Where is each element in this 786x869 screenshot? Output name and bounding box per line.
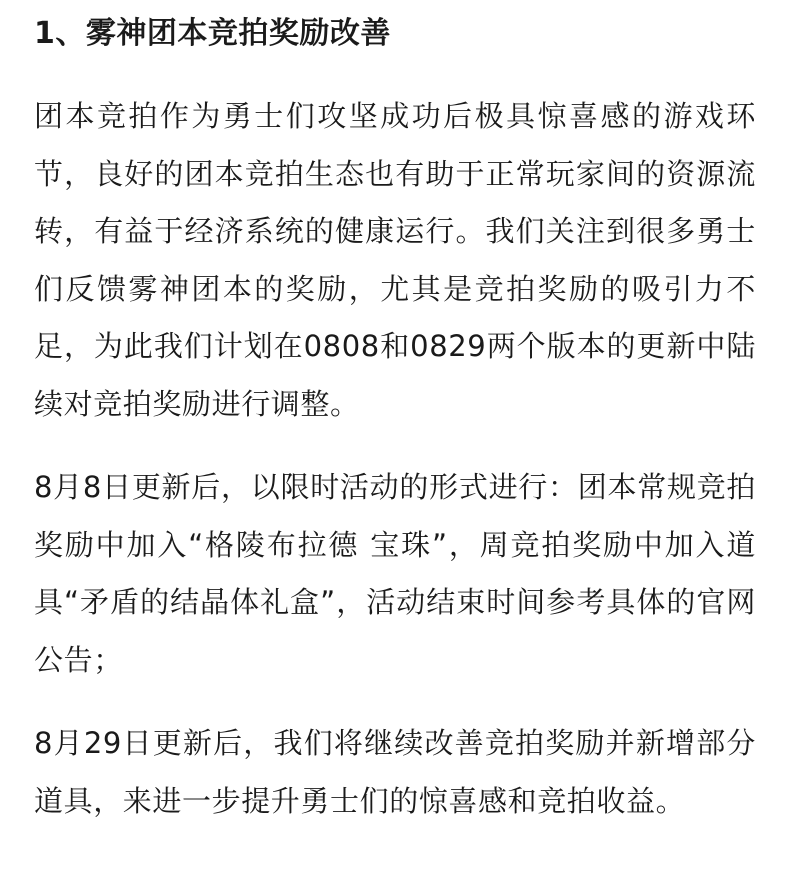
paragraph-aug-8-update: 8月8日更新后，以限时活动的形式进行：团本常规竞拍奖励中加入“格陵布拉德 宝珠”，周竞拍奖励中加入道具“矛盾的结晶体礼盒”，活动结束时间参考具体的官网公告； [34,470,756,677]
article-heading: 1、雾神团本竞拍奖励改善 [34,16,391,51]
paragraph-aug-29-update: 8月29日更新后，我们将继续改善竞拍奖励并新增部分道具，来进一步提升勇士们的惊喜感和竞拍收益。 [34,726,756,818]
paragraph-intro: 团本竞拍作为勇士们攻坚成功后极具惊喜感的游戏环节，良好的团本竞拍生态也有助于正常玩家间的资源流转，有益于经济系统的健康运行。我们关注到很多勇士们反馈雾神团本的奖励，尤其是竞拍奖励的吸引力不足，为此我们计划在0808和0829两个版本的更新中陆续对竞拍奖励进行调整。 [34,99,756,421]
